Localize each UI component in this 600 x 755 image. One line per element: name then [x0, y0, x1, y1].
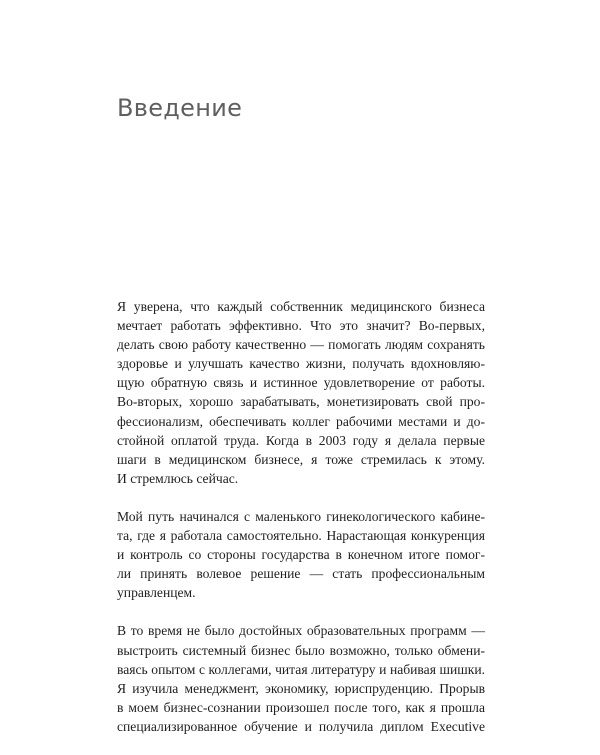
text-line: ваясь опытом с коллегами, читая литературу и набивая шишки.: [117, 661, 485, 677]
text-line: И стремлюсь сейчас.: [117, 470, 239, 486]
text-line: ли принять волевое решение — стать профессиональным: [117, 566, 485, 582]
text-line: Я изучила менеджмент, экономику, юриспруденцию. Прорыв: [117, 680, 485, 696]
body-text: [117, 297, 485, 755]
paragraph: [117, 507, 485, 602]
text-line: стойной оплатой труда. Когда в 2003 году я делала первые: [117, 432, 485, 448]
text-line: В то время не было достойных образовательных программ —: [117, 623, 485, 639]
paragraph: [117, 297, 485, 488]
text-line: Мой путь начинался с маленького гинекологического кабине-: [117, 508, 485, 524]
text-line: Во-вторых, хорошо зарабатывать, монетизировать свой про-: [117, 394, 485, 410]
text-line: шаги в медицинском бизнесе, я тоже стремилась к этому.: [117, 451, 485, 467]
text-line: делать свою работу качественно — помогать людям сохранять: [117, 337, 485, 353]
text-line: мечтает работать эффективно. Что это значит? Во-первых,: [117, 318, 485, 334]
text-line: и контроль со стороны государства в конечном итоге помог-: [117, 547, 485, 563]
text-line: фессионализм, обеспечивать коллег рабочими местами и до-: [117, 413, 485, 429]
text-line: та, где я работала самостоятельно. Нарастающая конкуренция: [117, 528, 485, 544]
text-line: Я уверена, что каждый собственник медицинского бизнеса: [117, 299, 485, 314]
text-line: в моем бизнес-сознании произошел после того, как я прошла: [117, 699, 485, 715]
chapter-title: Введение: [117, 94, 243, 122]
text-line: управленцем.: [117, 585, 196, 601]
paragraph: [117, 621, 485, 736]
text-line: щую обратную связь и истинное удовлетворение от работы.: [117, 375, 485, 391]
text-line: специализированное обучение и получила диплом Executive: [117, 718, 485, 734]
text-line: здоровье и улучшать качество жизни, получать вдохновляю-: [117, 356, 485, 372]
text-line: выстроить системный бизнес было возможно, только обмени-: [117, 642, 485, 658]
